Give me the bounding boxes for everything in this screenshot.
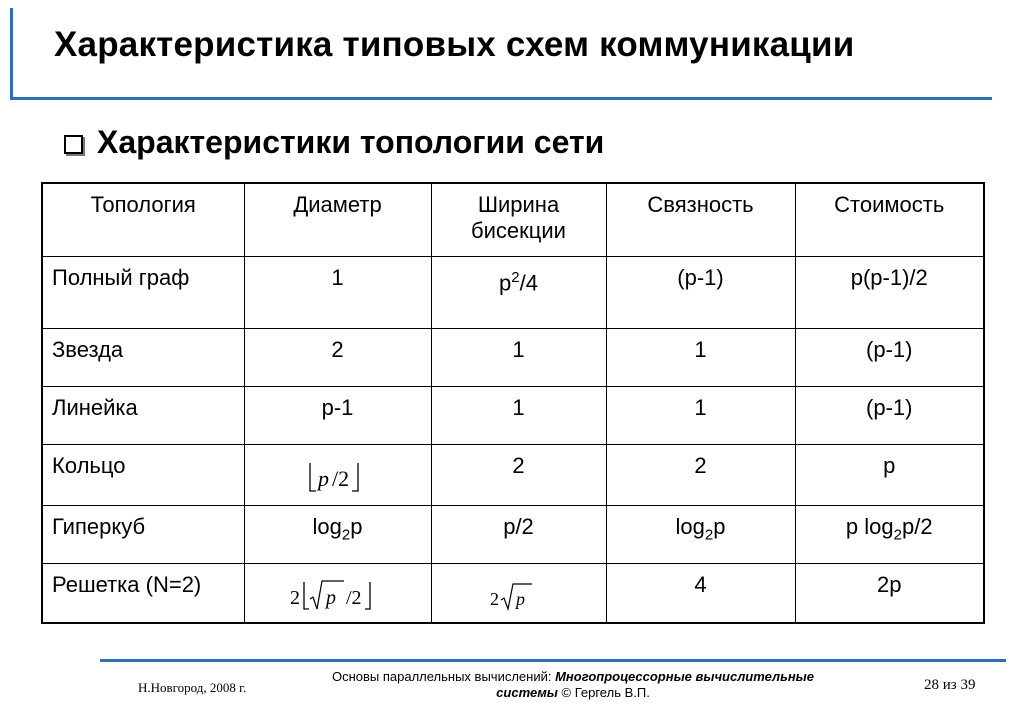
svg-text:2: 2 [489,589,499,609]
footer-divider [100,659,1006,662]
topology-table [41,182,985,624]
table-row [42,329,984,387]
table-row [42,387,984,445]
floor-p-over-2-formula [298,459,378,499]
cell-bisection: p/2 [431,506,606,564]
cell-diameter: p-1 [244,387,431,445]
two-floor-sqrt-p-over-2-formula [288,576,388,616]
cell-diameter [244,564,431,624]
cell-connectivity: 2 [606,445,795,506]
two-sqrt-p-formula [484,576,554,616]
row-label: Полный граф [42,257,244,329]
cell-diameter: 2 [244,329,431,387]
svg-text:p: p [325,587,336,609]
cell-cost: (p-1) [795,387,984,445]
table-row [42,257,984,329]
header-cell: Диаметр [244,183,431,257]
cell-diameter [244,445,431,506]
svg-text:/2: /2 [331,466,349,491]
cell-bisection: $p^2/4$ [431,257,606,329]
checkbox-bullet-icon [64,135,83,154]
row-label: Кольцо [42,445,244,506]
svg-text:p: p [515,589,525,609]
cell-bisection: 2 [431,445,606,506]
cell-connectivity: (p-1) [606,257,795,329]
cell-bisection [431,564,606,624]
cell-connectivity: 1 [606,329,795,387]
table-row [42,564,984,624]
row-label: Решетка (N=2) [42,564,244,624]
page-title: Характеристика типовых схем коммуникации [54,25,855,64]
svg-text:2: 2 [289,587,300,609]
row-label: Линейка [42,387,244,445]
cell-bisection: 1 [431,329,606,387]
title-underline [10,97,992,100]
subtitle [64,124,604,161]
header-cell: Топология [42,183,244,257]
footer-location: Н.Новгород, 2008 г. [138,680,247,695]
row-label: Звезда [42,329,244,387]
cell-diameter: $\log_2p$ [244,506,431,564]
table-row [42,445,984,506]
header-cell: Ширина бисекции [431,183,606,257]
footer-page-number: 28 из 39 [924,677,976,693]
subtitle-text: Характеристики топологии сети [97,124,605,160]
cell-diameter: 1 [244,257,431,329]
row-label: Гиперкуб [42,506,244,564]
table-header-row [42,183,984,257]
cell-cost: p [795,445,984,506]
cell-cost: (p-1) [795,329,984,387]
title-accent-bar [10,8,13,100]
cell-connectivity: 1 [606,387,795,445]
table-row [42,506,984,564]
cell-connectivity: $\log_2p$ [606,506,795,564]
footer-course: Основы параллельных вычислений: Многопроцессорные вычислительные системы © Гергель В.П. [331,669,815,700]
cell-cost: 2p [795,564,984,624]
cell-cost: p $\log_2p/2$ [795,506,984,564]
svg-text:/2: /2 [345,587,362,609]
header-cell: Стоимость [795,183,984,257]
svg-text:p: p [317,466,329,491]
cell-connectivity: 4 [606,564,795,624]
cell-bisection: 1 [431,387,606,445]
header-cell: Связность [606,183,795,257]
cell-cost: p(p-1)/2 [795,257,984,329]
